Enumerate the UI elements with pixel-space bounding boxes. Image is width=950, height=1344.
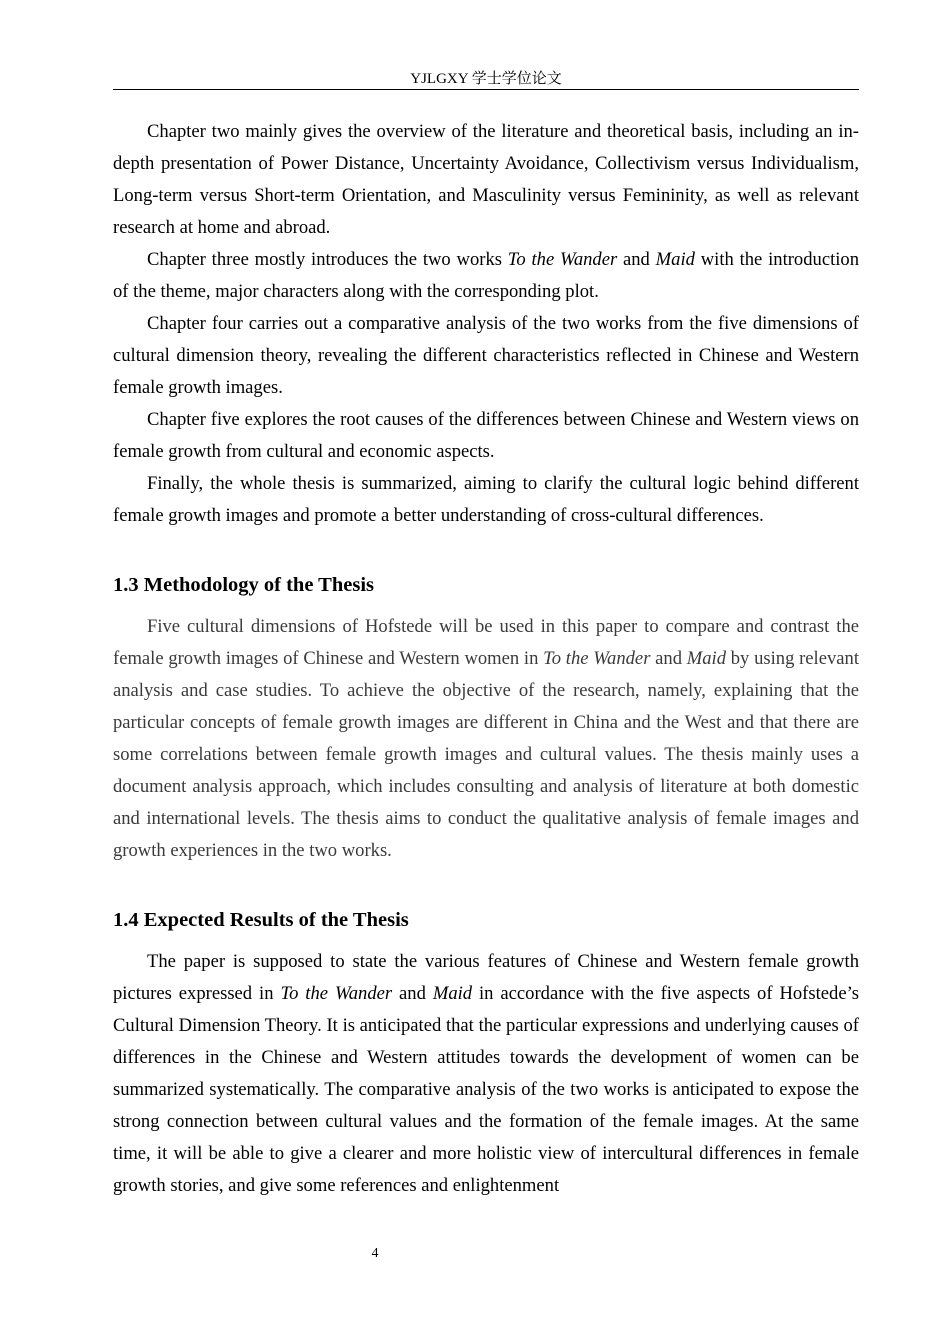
spacer — [113, 532, 859, 569]
work-title: To the Wander — [543, 648, 651, 669]
section-heading-1-3: 1.3 Methodology of the Thesis — [113, 574, 375, 596]
work-title: To the Wander — [280, 983, 393, 1004]
section-heading-1-4: 1.4 Expected Results of the Thesis — [113, 909, 409, 931]
page-number: 4 — [371, 1246, 379, 1261]
paragraph-text: The paper is supposed to state the various features of Chinese and Western female growth pictures expressed in — [113, 951, 859, 1004]
page-body — [113, 116, 859, 1202]
paragraph-chapter-four: Chapter four carries out a comparative analysis of the two works from the five dimensions of cultural dimension theory, revealing the different characteristics reflected in Chinese and Western female growth images. — [113, 313, 859, 398]
work-title: Maid — [432, 983, 473, 1004]
paragraph-text: Five cultural dimensions of Hofstede will be used in this paper to compare and contrast the female growth images of Chinese and Western women in — [113, 616, 859, 669]
paragraph-text: with the introduction of the theme, major characters along with the corresponding plot. — [113, 249, 859, 302]
running-header: YJLGXY 学士学位论文 — [410, 71, 562, 87]
paragraph-text: and — [650, 648, 687, 669]
header-rule — [113, 89, 859, 90]
paragraph-text: Chapter three mostly introduces the two works — [147, 249, 508, 270]
spacer — [113, 601, 859, 611]
paragraph-text: by using relevant analysis and case studies. To achieve the objective of the research, namely, explaining that the particular concepts of female growth images are different in China and the West and that there are some correlations between female growth images and cultural values. The thesis mainly uses a document analysis approach, which includes consulting and analysis of literature at both domestic and international levels. The thesis aims to conduct the qualitative analysis of female images and growth experiences in the two works. — [113, 648, 859, 861]
paragraph-methodology — [113, 611, 859, 867]
paragraph-final: Finally, the whole thesis is summarized, aiming to clarify the cultural logic behind different female growth images and promote a better understanding of cross-cultural differences. — [113, 473, 859, 526]
work-title: To the Wander — [507, 249, 618, 270]
paragraph-text: in accordance with the five aspects of Hofstede’s Cultural Dimension Theory. It is anticipated that the particular expressions and underlying causes of differences in the Chinese and Western attitudes towards the development of women can be summarized systematically. The comparative analysis of the two works is anticipated to expose the strong connection between cultural values and the formation of the female images. At the same time, it will be able to give a clearer and more holistic view of intercultural differences in female growth stories, and give some references and enlightenment — [113, 983, 859, 1196]
work-title: Maid — [655, 249, 695, 270]
paragraph-chapter-three — [113, 244, 859, 308]
paragraph-text: and — [617, 249, 656, 270]
paragraph-chapter-two: Chapter two mainly gives the overview of the literature and theoretical basis, including an in-depth presentation of Power Distance, Uncertainty Avoidance, Collectivism versus Individualism, Long-term versus Short-term Orientation, and Masculinity versus Femininity, as well as relevant research at home and abroad. — [113, 121, 859, 238]
paragraph-text: and — [392, 983, 433, 1004]
spacer — [113, 867, 859, 904]
paragraph-chapter-five: Chapter five explores the root causes of the differences between Chinese and Western views on female growth from cultural and economic aspects. — [113, 409, 859, 462]
spacer — [113, 936, 859, 946]
paragraph-expected-results — [113, 946, 859, 1202]
work-title: Maid — [686, 648, 727, 669]
